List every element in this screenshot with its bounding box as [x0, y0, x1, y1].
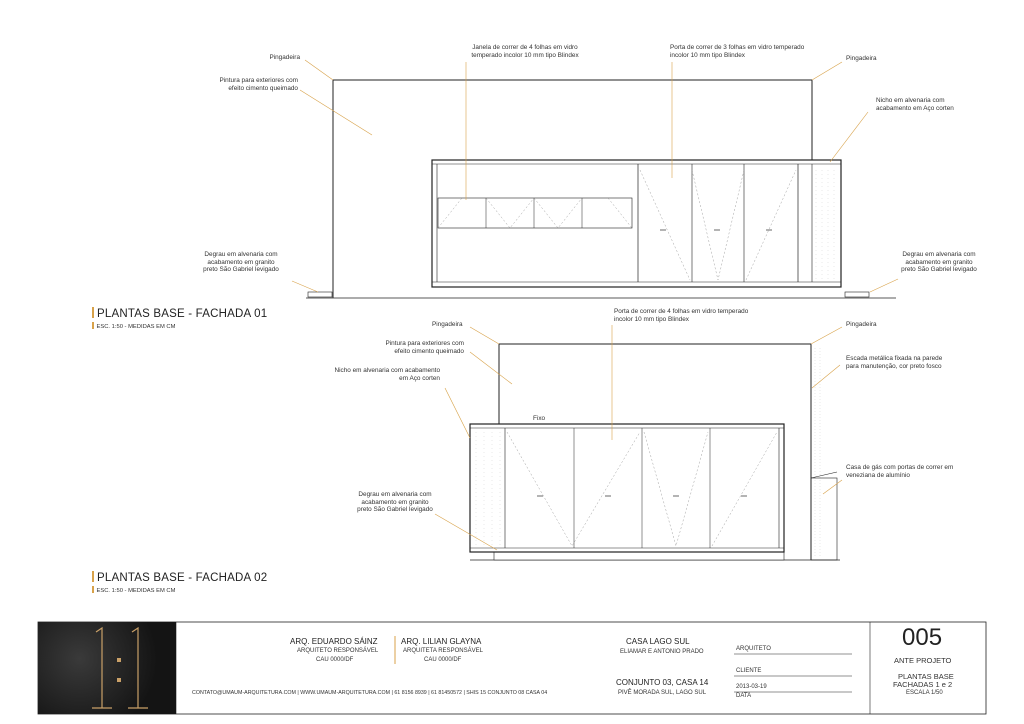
project-clients: ELIAMAR E ANTONIO PRADO: [620, 649, 704, 655]
facade2-niche-frame: [470, 424, 784, 552]
facade1-window: [438, 198, 632, 228]
f1-note-pingadeira-left: Pingadeira: [269, 54, 300, 61]
field-cliente: CLIENTE: [736, 668, 762, 674]
facade-01-leaders: [292, 60, 898, 292]
facade2-title: PLANTAS BASE - FACHADA 02: [92, 571, 267, 584]
facade1-step-left: [308, 292, 332, 297]
sheet-phase: ANTE PROJETO: [894, 656, 952, 665]
facade2-step: [494, 552, 784, 560]
f1-note-pingadeira-right: Pingadeira: [846, 55, 877, 62]
f2-note-degrau: Degrau em alvenaria com acabamento em granito preto São Gabriel levigado: [357, 491, 433, 514]
sheet-scale: ESCALA 1/50: [906, 690, 943, 696]
sheet-title1: PLANTAS BASE: [898, 672, 954, 681]
f1-note-nicho: Nicho em alvenaria com acabamento em Aço corten: [876, 97, 954, 112]
architect2-role: ARQUITETA RESPONSÁVEL: [403, 648, 483, 654]
field-date-label: DATA: [736, 693, 752, 699]
f2-note-pingadeira-right: Pingadeira: [846, 321, 877, 328]
project-name: CASA LAGO SUL: [626, 637, 690, 646]
f1-note-pintura: Pintura para exteriores com efeito cimento queimado: [219, 77, 298, 92]
architect2-name: ARQ. LILIAN GLAYNA: [401, 637, 482, 646]
field-arquiteto: ARQUITETO: [736, 646, 771, 652]
facade-01-linework: [306, 80, 896, 298]
field-date: 2013-03-19: [736, 684, 767, 690]
f2-note-nicho: Nicho em alvenaria com acabamento em Aço corten: [334, 367, 440, 382]
f2-note-escada: Escada metálica fixada na parede para manutenção, cor preto fosco: [846, 355, 943, 370]
facade-02-leaders: [435, 325, 842, 550]
architect1-cau: CAU 0000/DF: [316, 657, 354, 663]
architect1-name: ARQ. EDUARDO SÁINZ: [290, 637, 378, 646]
contact-line: CONTATO@UMAUM-ARQUITETURA.COM | WWW.UMAUM-ARQUITETURA.COM | 61 8156 8939 | 61 81450572 | SHIS 15 CONJUNTO 08 CASA 04: [192, 690, 548, 696]
sheet-number: 005: [902, 624, 943, 651]
f1-note-degrau-left: Degrau em alvenaria com acabamento em granito preto São Gabriel levigado: [203, 251, 279, 274]
f2-note-pintura: Pintura para exteriores com efeito cimento queimado: [385, 340, 464, 355]
sheet-title2: FACHADAS 1 e 2: [893, 680, 953, 689]
f2-note-fixo: Fixo: [533, 415, 546, 422]
f1-note-janela: Janela de correr de 4 folhas em vidro temperado incolor 10 mm tipo Blindex: [471, 44, 579, 59]
office-logo: [38, 622, 176, 714]
facade1-step-right: [845, 292, 869, 297]
project-address1: CONJUNTO 03, CASA 14: [616, 678, 709, 687]
f1-note-porta: Porta de correr de 3 folhas em vidro temperado incolor 10 mm tipo Blindex: [670, 44, 805, 59]
facade2-scale: ESC. 1:50 - MEDIDAS EM CM: [92, 586, 175, 594]
facade-02-linework: [470, 344, 840, 560]
facade1-title: PLANTAS BASE - FACHADA 01: [92, 307, 267, 320]
project-address2: PIVÊ MORADA SUL, LAGO SUL: [618, 690, 707, 696]
f2-note-pingadeira-left: Pingadeira: [432, 321, 463, 328]
f2-note-gas: Casa de gás com portas de correr em veneziana de alumínio: [846, 464, 954, 479]
f1-note-degrau-right: Degrau em alvenaria com acabamento em granito preto São Gabriel levigado: [901, 251, 977, 274]
architect1-role: ARQUITETO RESPONSÁVEL: [297, 648, 379, 654]
f2-note-porta: Porta de correr de 4 folhas em vidro temperado incolor 10 mm tipo Blindex: [614, 308, 749, 323]
title-block-frame: [38, 622, 986, 714]
architect2-cau: CAU 0000/DF: [424, 657, 462, 663]
facade1-niche-frame: [432, 160, 841, 287]
facade1-scale: ESC. 1:50 - MEDIDAS EM CM: [92, 322, 175, 330]
